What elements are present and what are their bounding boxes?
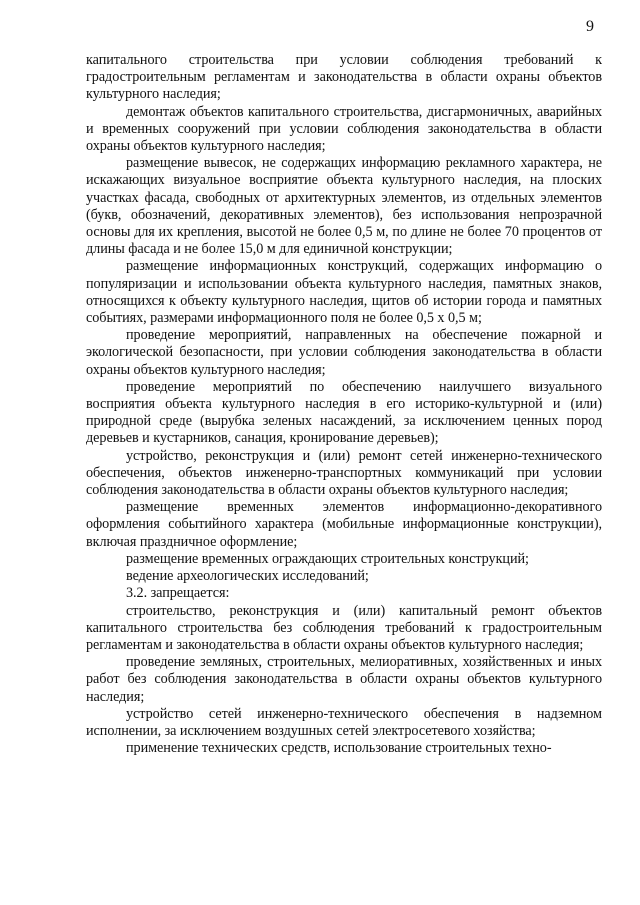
paragraph: ведение археологических исследований; — [126, 568, 369, 585]
section-heading: 3.2. запрещается: — [126, 585, 230, 602]
paragraph: размещение временных ограждающих строительных конструкций; — [126, 550, 529, 567]
paragraph: устройство сетей инженерно-технического обеспечения в надземном исполнении, за исключением воздушных сетей электросетевого хозяйства; — [86, 705, 602, 739]
paragraph: устройство, реконструкция и (или) ремонт сетей инженерно-технического обеспечения, объектов инженерно-транспортных коммуникаций при условии соблюдения законодательства в области охраны объектов культурного наследия; — [86, 447, 602, 499]
paragraph: применение технических средств, использование строительных техно- — [126, 740, 552, 757]
paragraph: проведение мероприятий, направленных на обеспечение пожарной и экологической безопасности, при условии соблюдения законодательства в области охраны объектов культурного наследия; — [86, 327, 602, 378]
paragraph: демонтаж объектов капитального строительства, дисгармоничных, аварийных и временных сооружений при условии соблюдения законодательства в области охраны объектов культурного наследия; — [86, 103, 602, 155]
paragraph: проведение мероприятий по обеспечению наилучшего визуального восприятия объекта культурного наследия в его историко-культурной и (или) природной среде (вырубка зеленых насаждений, за исключением ценных пород деревьев и кустарников, санация, кронирование деревьев); — [86, 378, 602, 447]
paragraph: размещение информационных конструкций, содержащих информацию о популяризации и использовании объекта культурного наследия, памятных знаков, относящихся к объекту культурного наследия, щитов об истории города и памятных событиях, размерами информационного поля не более 0,5 х 0,5 м; — [86, 258, 602, 327]
page-number: 9 — [586, 18, 594, 35]
paragraph: проведение земляных, строительных, мелиоративных, хозяйственных и иных работ без соблюдения законодательства в области охраны объектов культурного наследия; — [86, 654, 602, 705]
paragraph: капитального строительства при условии соблюдения требований к градостроительным регламентам и законодательства в области охраны объектов культурного наследия; — [86, 52, 602, 103]
paragraph: размещение временных элементов информационно-декоративного оформления событийного характера (мобильные информационные конструкции), включая праздничное оформление; — [86, 499, 602, 550]
document-body — [86, 52, 602, 757]
paragraph: строительство, реконструкция и (или) капитальный ремонт объектов капитального строительства без соблюдения требований к градостроительным регламентам и законодательства в области охраны объектов культурного наследия; — [86, 602, 602, 653]
paragraph: размещение вывесок, не содержащих информацию рекламного характера, не искажающих визуальное восприятие объекта культурного наследия, на плоских участках фасада, свободных от архитектурных элементов, из отдельных элементов (букв, обозначений, декоративных элементов), без использования непрозрачной основы для их крепления, высотой не более 0,5 м, по длине не более 70 процентов от длины фасада и не более 15,0 м для единичной конструкции; — [86, 155, 602, 258]
